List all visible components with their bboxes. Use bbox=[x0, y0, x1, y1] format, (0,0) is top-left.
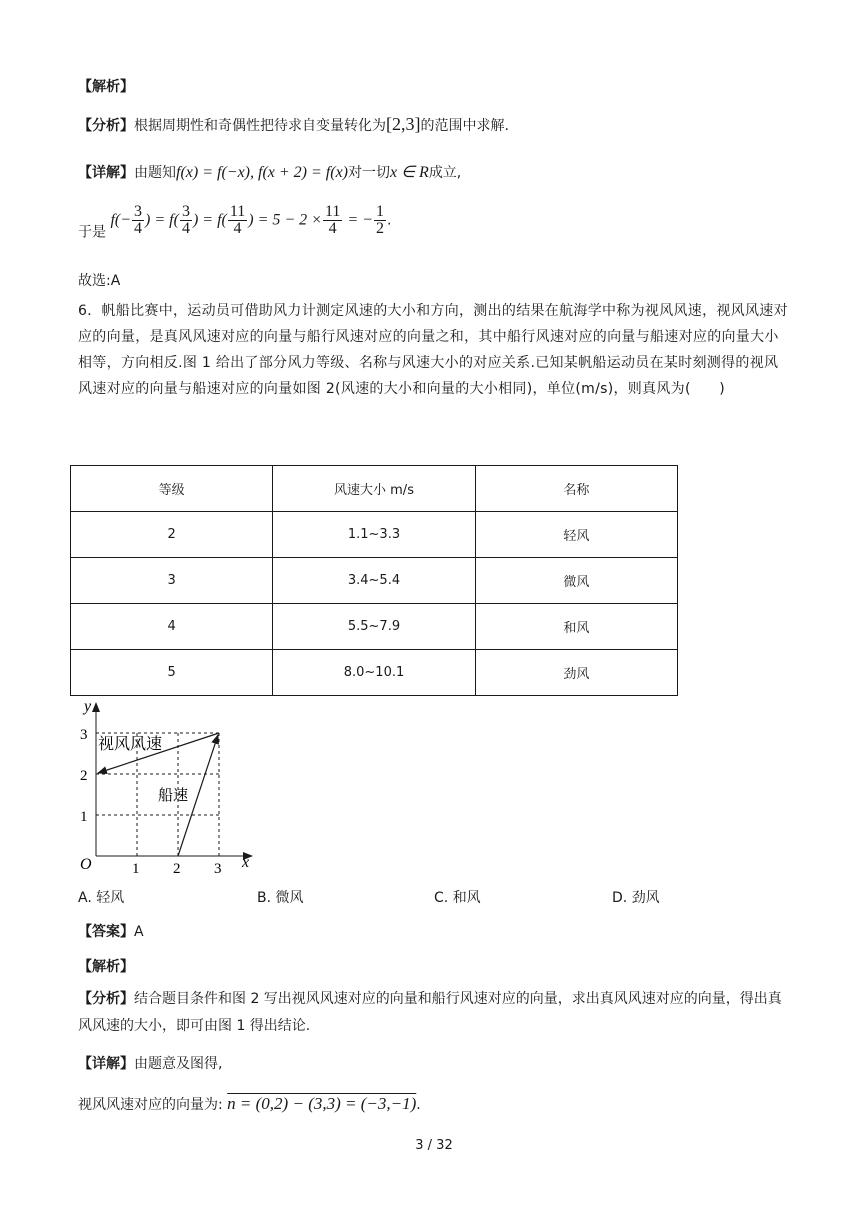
fraction-1 bbox=[180, 204, 192, 237]
fraction-1-den: 4 bbox=[181, 220, 190, 237]
x-tick-label: 1 bbox=[132, 861, 140, 877]
table-row bbox=[71, 512, 678, 558]
fraction-1-num: 3 bbox=[181, 203, 190, 220]
xiangjie-condition: x ∈ R bbox=[390, 164, 429, 181]
y-tick-label: 1 bbox=[80, 809, 88, 825]
calc-part-0: f(− bbox=[110, 211, 132, 229]
calc-line bbox=[78, 204, 391, 242]
fenxi-text-after: 的范围中求解. bbox=[420, 118, 509, 134]
vector-text: 视风风速对应的向量为: bbox=[78, 1097, 223, 1113]
answer-value: A bbox=[134, 924, 144, 940]
x-tick-label: 3 bbox=[214, 861, 222, 877]
yushi-label: 于是 bbox=[78, 224, 106, 241]
fraction-4-num: 1 bbox=[375, 203, 384, 220]
table-cell: 4 bbox=[71, 604, 273, 650]
vector-end: . bbox=[416, 1097, 421, 1113]
table-header-name: 名称 bbox=[475, 466, 677, 512]
fenxi-line bbox=[78, 114, 509, 135]
origin-label: O bbox=[80, 856, 92, 873]
apparent-wind-label: 视风风速 bbox=[98, 734, 163, 753]
option-c bbox=[434, 887, 481, 907]
fraction-4-den: 2 bbox=[375, 220, 384, 237]
fraction-2 bbox=[228, 204, 247, 237]
y-tick-label: 2 bbox=[80, 768, 88, 784]
option-b bbox=[257, 887, 304, 907]
fenxi-label: 【分析】 bbox=[78, 118, 134, 134]
calc-part-4: = − bbox=[343, 211, 373, 229]
fraction-2-num: 11 bbox=[229, 203, 246, 220]
fraction-3-den: 4 bbox=[328, 220, 337, 237]
boat-speed-label: 船速 bbox=[158, 786, 189, 804]
fraction-0-den: 4 bbox=[134, 220, 143, 237]
table-row bbox=[71, 604, 678, 650]
table-cell: 5 bbox=[71, 650, 273, 696]
vector-formula: n = (0,2) − (3,3) = (−3,−1) bbox=[227, 1094, 417, 1113]
calc-part-3: ) = 5 − 2 × bbox=[248, 211, 322, 229]
vector-line bbox=[78, 1094, 421, 1114]
table-cell: 8.0~10.1 bbox=[273, 650, 475, 696]
answer-choice: 故选:A bbox=[78, 273, 121, 289]
table-cell: 1.1~3.3 bbox=[273, 512, 475, 558]
option-d bbox=[612, 887, 660, 907]
table-cell: 和风 bbox=[475, 604, 677, 650]
xiangjie-line-2 bbox=[78, 1053, 222, 1073]
fenxi-label-2: 【分析】 bbox=[78, 991, 134, 1007]
table-row bbox=[71, 650, 678, 696]
fenxi-text-2: 结合题目条件和图 2 写出视风风速对应的向量和船行风速对应的向量，求出真风风速对应的向量，得出真风风速的大小，即可由图 1 得出结论. bbox=[78, 991, 782, 1034]
xiangjie-text2: 对一切 bbox=[348, 165, 390, 181]
table-row bbox=[71, 558, 678, 604]
wind-table bbox=[70, 465, 678, 696]
answer-line bbox=[78, 921, 144, 941]
fenxi-interval: [2,3] bbox=[386, 114, 421, 134]
question-6-text: 6．帆船比赛中，运动员可借助风力计测定风速的大小和方向，测出的结果在航海学中称为视风风速，视风风速对应的向量，是真风风速对应的向量与船行风速对应的向量之和，其中船行风速对应的向量与船速对应的向量大小相等，方向相反.图 1 给出了部分风力等级、名称与风速大小的对应关系.已知某帆船运动员在某时刻测得的视风风速对应的向量与船速对应的向量如图 2(风速的大小和向量的大小相同)，单位(m/s)，则真风为( ) bbox=[78, 303, 788, 397]
table-header-level: 等级 bbox=[71, 466, 273, 512]
jiexi-heading: 【解析】 bbox=[78, 79, 134, 95]
xiangjie-formula: f(x) = f(−x), f(x + 2) = f(x) bbox=[176, 164, 348, 181]
xiangjie-label-2: 【详解】 bbox=[78, 1056, 134, 1072]
x-tick-label: 2 bbox=[173, 861, 181, 877]
table-header-row bbox=[71, 466, 678, 512]
option-text: 和风 bbox=[452, 890, 481, 906]
option-letter: B. bbox=[257, 890, 272, 906]
fraction-3-num: 11 bbox=[324, 203, 341, 220]
fenxi-text-before: 根据周期性和奇偶性把待求自变量转化为 bbox=[134, 118, 386, 134]
table-cell: 微风 bbox=[475, 558, 677, 604]
option-letter: D. bbox=[612, 890, 628, 906]
table-cell: 3 bbox=[71, 558, 273, 604]
fenxi-paragraph-2 bbox=[78, 986, 790, 1040]
table-cell: 5.5~7.9 bbox=[273, 604, 475, 650]
table-cell: 2 bbox=[71, 512, 273, 558]
option-a bbox=[78, 887, 124, 907]
jiexi-heading-2: 【解析】 bbox=[78, 959, 134, 975]
xiangjie-text-2: 由题意及图得, bbox=[134, 1056, 223, 1072]
xiangjie-text1: 由题知 bbox=[134, 165, 176, 181]
option-text: 微风 bbox=[275, 890, 304, 906]
calc-part-1: ) = f( bbox=[145, 211, 179, 229]
table-cell: 3.4~5.4 bbox=[273, 558, 475, 604]
fraction-2-den: 4 bbox=[233, 220, 242, 237]
y-tick-label: 3 bbox=[80, 727, 88, 743]
calc-part-2: ) = f( bbox=[192, 211, 227, 229]
page-total: / 32 bbox=[427, 1138, 453, 1153]
option-letter: A. bbox=[78, 890, 92, 906]
xiangjie-label: 【详解】 bbox=[78, 165, 134, 181]
page-number: 3 bbox=[415, 1138, 424, 1153]
calc-part-5: . bbox=[386, 212, 392, 229]
x-axis-label: x bbox=[242, 854, 250, 871]
table-cell: 轻风 bbox=[475, 512, 677, 558]
page-footer bbox=[0, 1138, 868, 1153]
option-text: 轻风 bbox=[96, 890, 125, 906]
fraction-0-num: 3 bbox=[134, 203, 143, 220]
xiangjie-text3: 成立, bbox=[428, 165, 462, 181]
fraction-3 bbox=[323, 204, 342, 237]
y-axis-label: y bbox=[84, 698, 92, 715]
vector-figure bbox=[70, 697, 260, 877]
xiangjie-line bbox=[78, 162, 461, 182]
fraction-4 bbox=[374, 204, 386, 237]
table-header-speed: 风速大小 m/s bbox=[273, 466, 475, 512]
answer-label: 【答案】 bbox=[78, 924, 134, 940]
option-letter: C. bbox=[434, 890, 449, 906]
option-text: 劲风 bbox=[631, 890, 660, 906]
table-cell: 劲风 bbox=[475, 650, 677, 696]
fraction-0 bbox=[132, 204, 144, 237]
